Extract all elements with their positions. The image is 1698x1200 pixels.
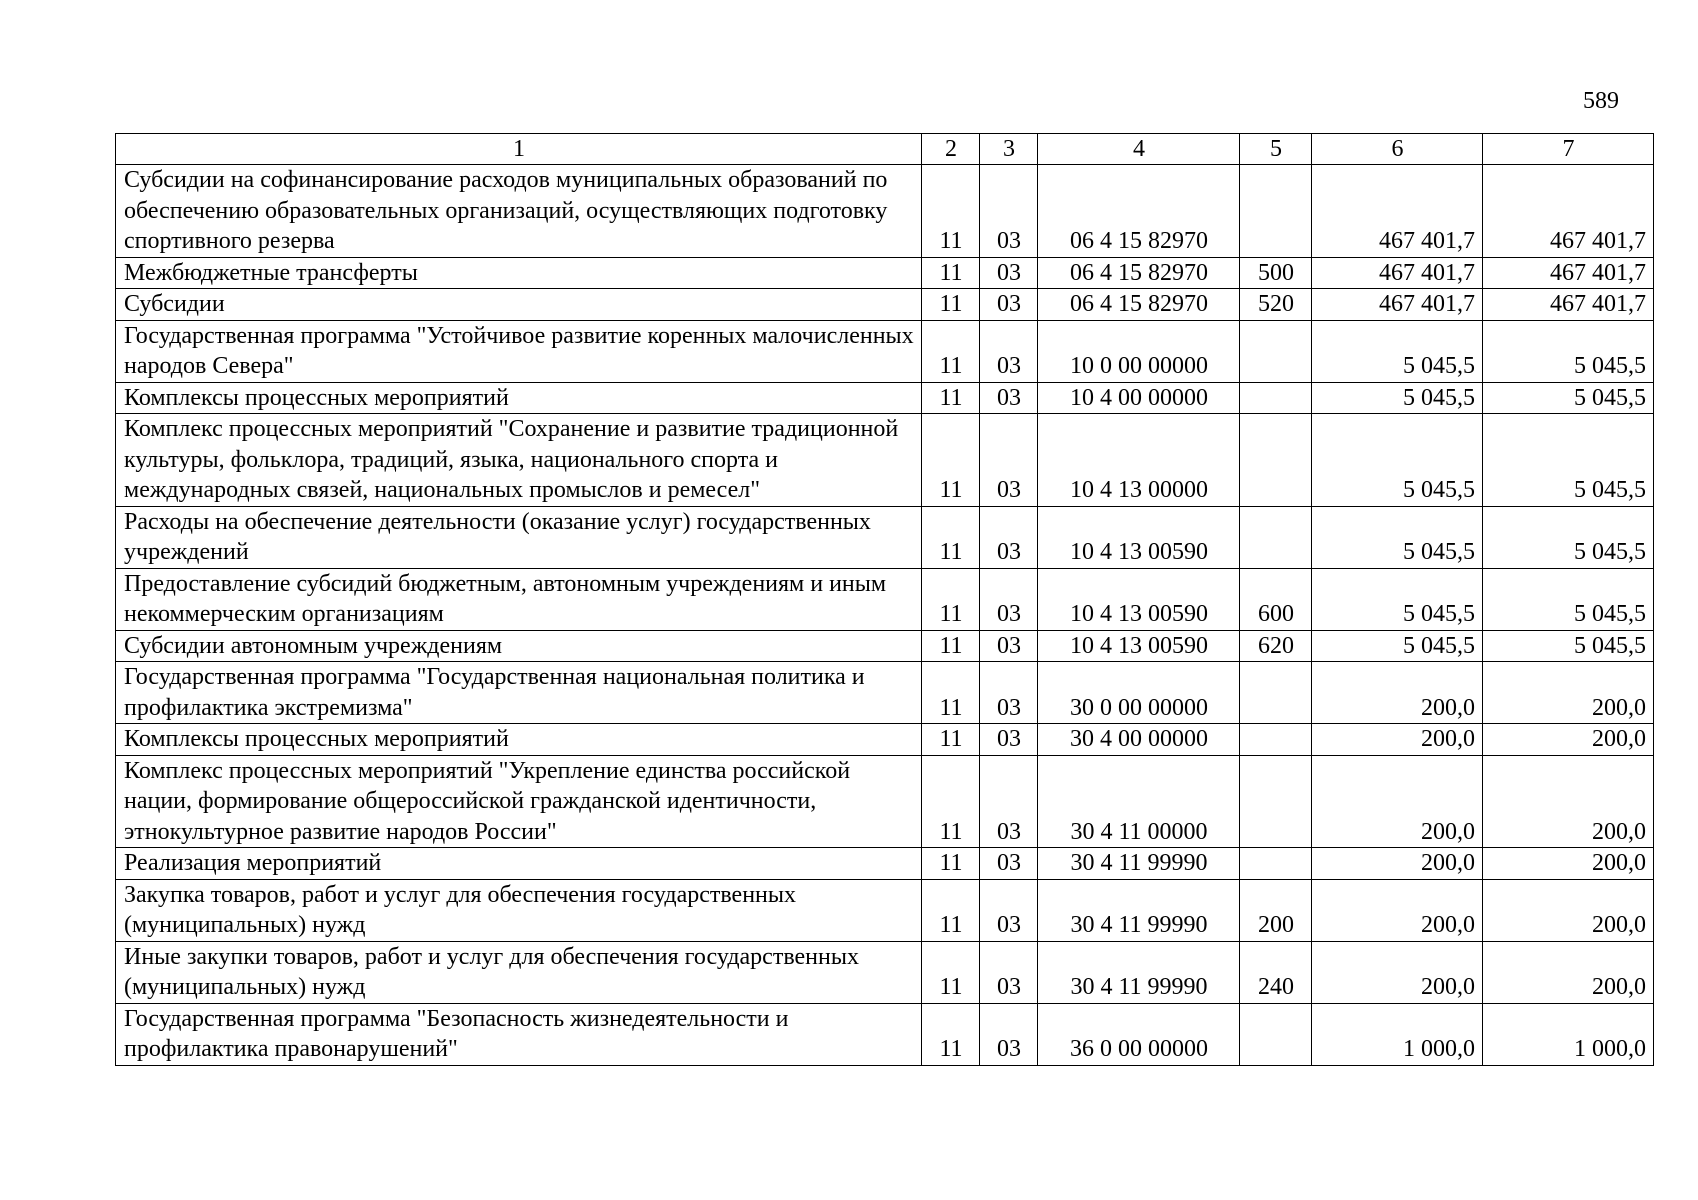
expense-type-cell: 520 [1240,289,1312,321]
amount-cell: 5 045,5 [1312,630,1483,662]
section-code-cell: 11 [922,724,980,756]
table-row [116,165,1654,258]
item-name-cell: Субсидии на софинансирование расходов муниципальных образований по обеспечению образовательных организаций, осуществляющих подготовку спортивного резерва [116,165,922,258]
amount-cell: 467 401,7 [1483,257,1654,289]
table-row [116,1003,1654,1065]
target-article-cell: 30 4 11 99990 [1038,941,1240,1003]
expense-type-cell [1240,165,1312,258]
table-body [116,165,1654,1066]
item-name-cell: Государственная программа "Безопасность жизнедеятельности и профилактика правонарушений" [116,1003,922,1065]
section-code-cell: 11 [922,879,980,941]
amount-cell: 200,0 [1483,724,1654,756]
page-number: 589 [1583,88,1619,114]
item-name-cell: Комплексы процессных мероприятий [116,724,922,756]
table-row [116,848,1654,880]
amount-cell: 5 045,5 [1483,630,1654,662]
amount-cell: 200,0 [1483,941,1654,1003]
expense-type-cell: 240 [1240,941,1312,1003]
amount-cell: 200,0 [1312,755,1483,848]
target-article-cell: 10 4 13 00590 [1038,630,1240,662]
section-code-cell: 11 [922,320,980,382]
amount-cell: 200,0 [1312,848,1483,880]
expense-type-cell [1240,848,1312,880]
header-cell: 6 [1312,134,1483,165]
item-name-cell: Государственная программа "Государственная национальная политика и профилактика экстремизма" [116,662,922,724]
header-cell: 4 [1038,134,1240,165]
header-cell: 1 [116,134,922,165]
section-code-cell: 11 [922,414,980,507]
amount-cell: 5 045,5 [1312,414,1483,507]
subsection-code-cell: 03 [980,724,1038,756]
item-name-cell: Комплекс процессных мероприятий "Укрепление единства российской нации, формирование общероссийской гражданской идентичности, этнокультурное развитие народов России" [116,755,922,848]
amount-cell: 200,0 [1312,662,1483,724]
table-row [116,320,1654,382]
section-code-cell: 11 [922,630,980,662]
target-article-cell: 30 4 11 99990 [1038,879,1240,941]
subsection-code-cell: 03 [980,289,1038,321]
amount-cell: 200,0 [1312,941,1483,1003]
section-code-cell: 11 [922,941,980,1003]
amount-cell: 5 045,5 [1483,568,1654,630]
expense-type-cell [1240,414,1312,507]
amount-cell: 5 045,5 [1483,506,1654,568]
target-article-cell: 30 4 00 00000 [1038,724,1240,756]
item-name-cell: Расходы на обеспечение деятельности (оказание услуг) государственных учреждений [116,506,922,568]
target-article-cell: 10 4 13 00000 [1038,414,1240,507]
target-article-cell: 36 0 00 00000 [1038,1003,1240,1065]
header-cell: 5 [1240,134,1312,165]
table-row [116,724,1654,756]
subsection-code-cell: 03 [980,257,1038,289]
expense-type-cell [1240,662,1312,724]
expense-type-cell: 600 [1240,568,1312,630]
amount-cell: 1 000,0 [1312,1003,1483,1065]
section-code-cell: 11 [922,257,980,289]
header-cell: 2 [922,134,980,165]
subsection-code-cell: 03 [980,662,1038,724]
subsection-code-cell: 03 [980,568,1038,630]
item-name-cell: Предоставление субсидий бюджетным, автономным учреждениям и иным некоммерческим организациям [116,568,922,630]
expense-type-cell [1240,755,1312,848]
section-code-cell: 11 [922,662,980,724]
table-row [116,568,1654,630]
table-row [116,879,1654,941]
section-code-cell: 11 [922,165,980,258]
subsection-code-cell: 03 [980,1003,1038,1065]
amount-cell: 5 045,5 [1312,320,1483,382]
amount-cell: 5 045,5 [1312,506,1483,568]
table-row [116,941,1654,1003]
amount-cell: 467 401,7 [1483,289,1654,321]
item-name-cell: Субсидии автономным учреждениям [116,630,922,662]
table-row [116,755,1654,848]
header-cell: 7 [1483,134,1654,165]
expense-type-cell [1240,506,1312,568]
section-code-cell: 11 [922,506,980,568]
subsection-code-cell: 03 [980,630,1038,662]
amount-cell: 5 045,5 [1312,568,1483,630]
item-name-cell: Реализация мероприятий [116,848,922,880]
subsection-code-cell: 03 [980,382,1038,414]
target-article-cell: 10 0 00 00000 [1038,320,1240,382]
subsection-code-cell: 03 [980,414,1038,507]
amount-cell: 467 401,7 [1312,257,1483,289]
target-article-cell: 30 0 00 00000 [1038,662,1240,724]
item-name-cell: Иные закупки товаров, работ и услуг для обеспечения государственных (муниципальных) нужд [116,941,922,1003]
section-code-cell: 11 [922,1003,980,1065]
expense-type-cell [1240,724,1312,756]
section-code-cell: 11 [922,382,980,414]
budget-table [115,133,1654,1066]
expense-type-cell [1240,382,1312,414]
amount-cell: 5 045,5 [1483,382,1654,414]
item-name-cell: Комплекс процессных мероприятий "Сохранение и развитие традиционной культуры, фольклора, традиций, языка, национального спорта и международных связей, национальных промыслов и ремесел" [116,414,922,507]
target-article-cell: 10 4 00 00000 [1038,382,1240,414]
expense-type-cell: 500 [1240,257,1312,289]
table-row [116,257,1654,289]
target-article-cell: 06 4 15 82970 [1038,165,1240,258]
amount-cell: 200,0 [1483,848,1654,880]
target-article-cell: 10 4 13 00590 [1038,568,1240,630]
amount-cell: 5 045,5 [1312,382,1483,414]
subsection-code-cell: 03 [980,755,1038,848]
amount-cell: 467 401,7 [1312,165,1483,258]
section-code-cell: 11 [922,848,980,880]
item-name-cell: Закупка товаров, работ и услуг для обеспечения государственных (муниципальных) нужд [116,879,922,941]
amount-cell: 200,0 [1312,879,1483,941]
amount-cell: 200,0 [1483,662,1654,724]
expense-type-cell: 620 [1240,630,1312,662]
amount-cell: 200,0 [1483,879,1654,941]
table-row [116,630,1654,662]
target-article-cell: 10 4 13 00590 [1038,506,1240,568]
target-article-cell: 30 4 11 99990 [1038,848,1240,880]
subsection-code-cell: 03 [980,879,1038,941]
subsection-code-cell: 03 [980,941,1038,1003]
section-code-cell: 11 [922,289,980,321]
section-code-cell: 11 [922,755,980,848]
subsection-code-cell: 03 [980,165,1038,258]
item-name-cell: Межбюджетные трансферты [116,257,922,289]
table-row [116,289,1654,321]
table-row [116,506,1654,568]
amount-cell: 200,0 [1483,755,1654,848]
amount-cell: 1 000,0 [1483,1003,1654,1065]
subsection-code-cell: 03 [980,848,1038,880]
target-article-cell: 06 4 15 82970 [1038,257,1240,289]
target-article-cell: 30 4 11 00000 [1038,755,1240,848]
item-name-cell: Государственная программа "Устойчивое развитие коренных малочисленных народов Севера" [116,320,922,382]
table-row [116,414,1654,507]
header-cell: 3 [980,134,1038,165]
item-name-cell: Субсидии [116,289,922,321]
table-row [116,662,1654,724]
subsection-code-cell: 03 [980,506,1038,568]
table-row [116,382,1654,414]
amount-cell: 5 045,5 [1483,320,1654,382]
amount-cell: 200,0 [1312,724,1483,756]
header-row [116,134,1654,165]
amount-cell: 5 045,5 [1483,414,1654,507]
subsection-code-cell: 03 [980,320,1038,382]
section-code-cell: 11 [922,568,980,630]
item-name-cell: Комплексы процессных мероприятий [116,382,922,414]
target-article-cell: 06 4 15 82970 [1038,289,1240,321]
amount-cell: 467 401,7 [1483,165,1654,258]
expense-type-cell [1240,1003,1312,1065]
amount-cell: 467 401,7 [1312,289,1483,321]
expense-type-cell [1240,320,1312,382]
expense-type-cell: 200 [1240,879,1312,941]
